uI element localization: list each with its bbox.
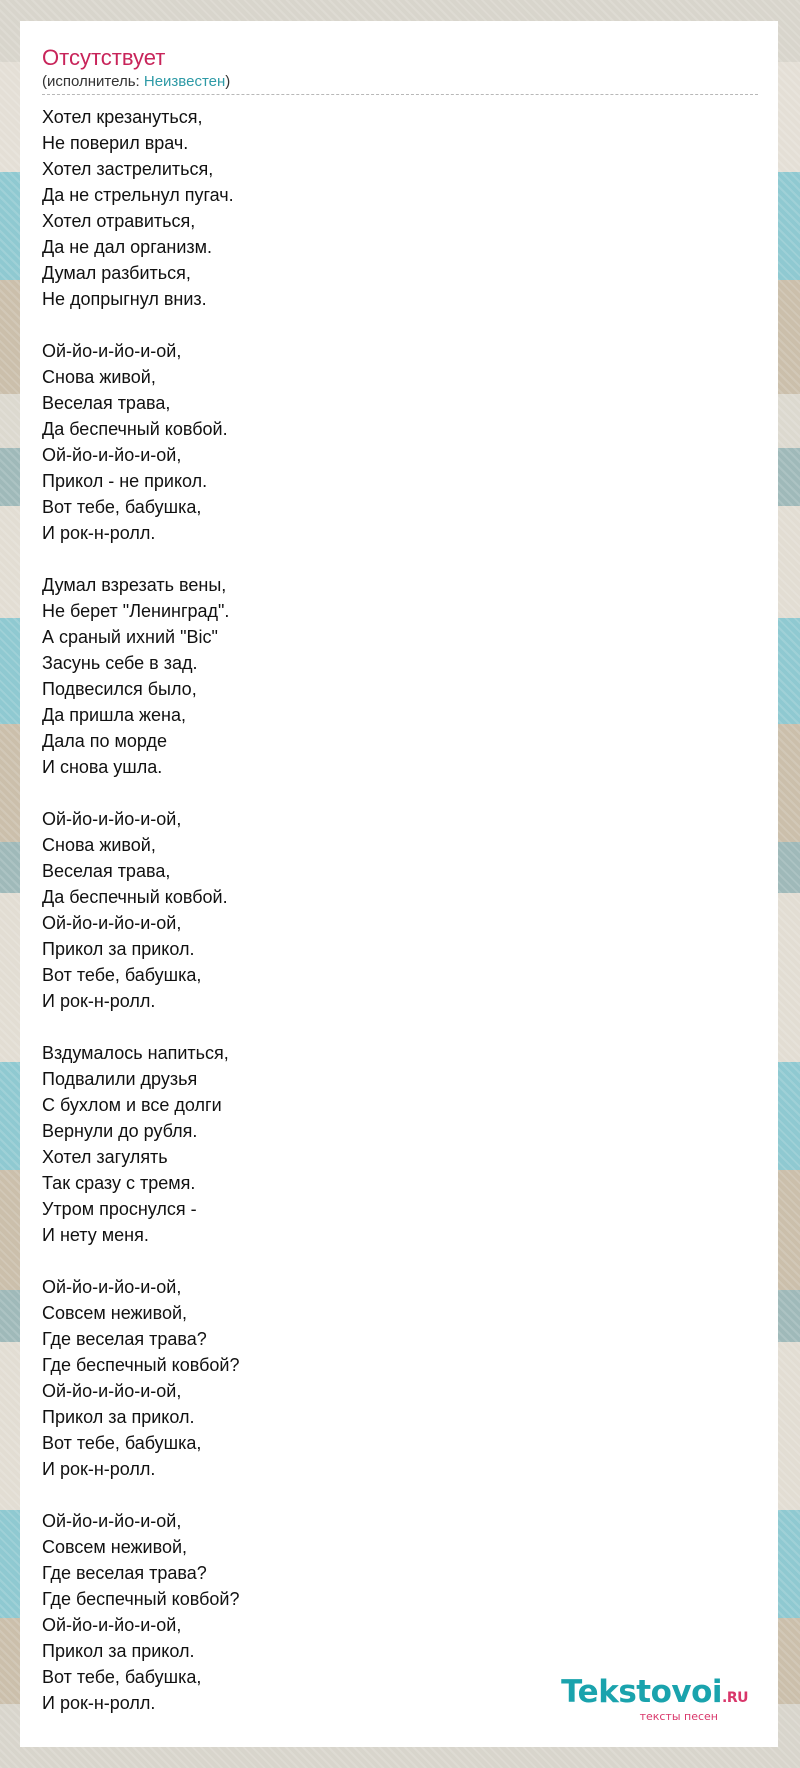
lyrics-text: Хотел крезануться, Не поверил врач. Хотел застрелиться, Да не стрельнул пугач. Хотел отравиться, Да не дал организм. Думал разбиться, Не допрыгнул вниз. Ой-йо-и-йо-и-ой, Снова живой, Веселая трава, Да беспечный ковбой. Ой-йо-и-йо-и-ой, Прикол - не прикол. Вот тебе, бабушка, И рок-н-ролл. Думал взрезать вены, Не берет "Ленинград". А сраный ихний "Bic" Засунь себе в зад. Подвесился было, Да пришла жена, Дала по морде И снова ушла. Ой-йо-и-йо-и-ой, Снова живой, Веселая трава, Да беспечный ковбой. Ой-йо-и-йо-и-ой, Прикол за прикол. Вот тебе, бабушка, И рок-н-ролл. Вздумалось напиться, Подвалили друзья С бухлом и все долги Вернули до рубля. Хотел загулять Так сразу с тремя. Утром проснулся - И нету меня. Ой-йо-и-йо-и-ой, Совсем неживой, Где веселая трава? Где беспечный ковбой? Ой-йо-и-йо-и-ой, Прикол за прикол. Вот тебе, бабушка, И рок-н-ролл. Ой-йо-и-йо-и-ой, Совсем неживой, Где веселая трава? Где беспечный ковбой? Ой-йо-и-йо-и-ой, Прикол за прикол. Вот тебе, бабушка, И рок-н-ролл.	[42, 107, 240, 1713]
logo-wordmark	[561, 1675, 748, 1715]
logo-name: Tekstovoi	[561, 1674, 723, 1710]
title-divider	[42, 94, 758, 95]
song-title: Отсутствует	[42, 45, 166, 70]
logo-tagline: тексты песен	[639, 1710, 718, 1723]
artist-link[interactable]: Неизвестен	[143, 73, 226, 90]
logo-tld: .RU	[722, 1690, 748, 1706]
lyrics-card	[20, 21, 778, 1747]
artist-suffix: )	[225, 73, 231, 90]
site-logo[interactable]	[561, 1675, 748, 1723]
artist-line	[42, 72, 230, 92]
artist-prefix: (исполнитель:	[42, 73, 144, 90]
